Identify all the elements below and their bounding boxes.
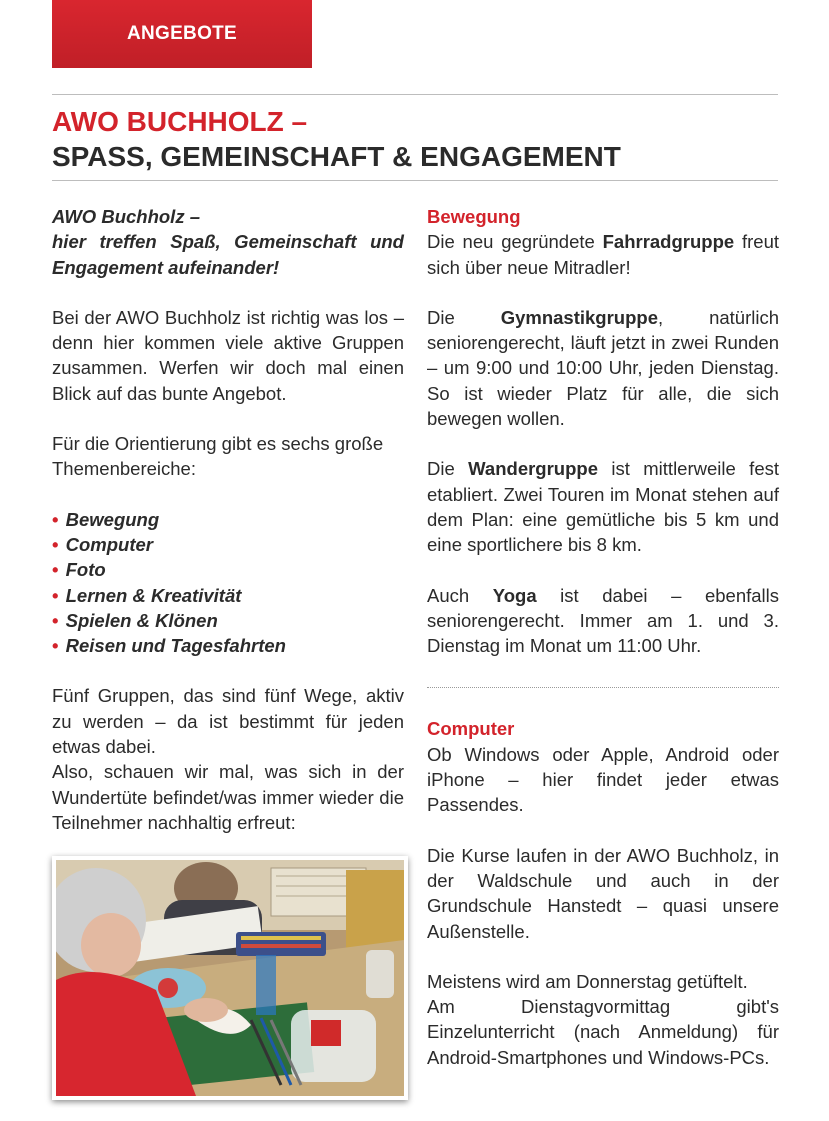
- bullet-icon: •: [52, 533, 59, 555]
- bewegung-paragraph-2: Die Gymnastikgruppe, natürlich seniorengerecht, läuft jetzt in zwei Runden – um 9:00 und 10:00 Uhr, jeden Dienstag. So ist wieder Platz für alle, die sich bewegen wollen.: [427, 306, 779, 430]
- section-tab-label: ANGEBOTE: [126, 23, 238, 44]
- page-title: [52, 104, 621, 174]
- section-heading-bewegung: Bewegung: [427, 206, 521, 227]
- theme-list: [52, 507, 404, 659]
- page-title-line2: SPASS, GEMEINSCHAFT & ENGAGEMENT: [52, 141, 621, 172]
- computer-paragraph-2: Die Kurse laufen in der AWO Buchholz, in der Waldschule und auch in der Grundschule Hanstedt – quasi unsere Außenstelle.: [427, 844, 779, 942]
- bullet-icon: •: [52, 609, 59, 631]
- outro-paragraph-2: Also, schauen wir mal, was sich in der Wundertüte befindet/was immer wieder die Teilnehmer nachhaltig erfreut:: [52, 761, 404, 833]
- bewegung-paragraph-3: Die Wandergruppe ist mittlerweile fest etabliert. Zwei Touren im Monat stehen auf dem Plan: eine gemütliche bis 5 km und eine sportlichere bis 8 km.: [427, 458, 779, 556]
- right-column: [427, 204, 779, 1070]
- computer-paragraph-3: Meistens wird am Donnerstag getüftelt.: [427, 970, 748, 992]
- page-title-line1: AWO BUCHHOLZ –: [52, 106, 308, 137]
- bewegung-paragraph-4: Auch Yoga ist dabei – ebenfalls seniorengerecht. Immer am 1. und 3. Dienstag im Monat um 11:00 Uhr.: [427, 584, 780, 657]
- list-item: • Reisen und Tagesfahrten: [52, 635, 286, 657]
- computer-paragraph-1: Ob Windows oder Apple, Android oder iPhone – hier findet jeder etwas Passendes.: [427, 743, 779, 816]
- lead-line2: hier treffen Spaß, Gemeinschaft und Engagement aufeinander!: [52, 231, 404, 278]
- group-photo: [52, 856, 408, 1100]
- bullet-icon: •: [52, 635, 59, 657]
- list-item: • Lernen & Kreativität: [52, 584, 242, 606]
- section-heading-computer: Computer: [427, 718, 515, 740]
- bullet-icon: •: [52, 508, 59, 530]
- list-item: • Foto: [52, 559, 106, 581]
- intro-paragraph: Bei der AWO Buchholz ist richtig was los – denn hier kommen viele aktive Gruppen zusammen. Werfen wir doch mal einen Blick auf das bunte Angebot.: [52, 306, 404, 404]
- computer-paragraph-4: Am Dienstagvormittag gibt's Einzelunterricht (nach Anmeldung) für Android-Smartphones und Windows-PCs.: [427, 996, 779, 1068]
- orientation-paragraph: Für die Orientierung gibt es sechs große Themenbereiche:: [52, 433, 384, 480]
- outro-paragraph-1: Fünf Gruppen, das sind fünf Wege, aktiv zu werden – da ist bestimmt für jeden etwas dabei.: [52, 685, 404, 758]
- title-rule-top: [52, 94, 778, 95]
- bewegung-paragraph-1: Die neu gegründete Fahrradgruppe freut sich über neue Mitradler!: [427, 231, 779, 278]
- section-tab: [52, 0, 312, 68]
- bullet-icon: •: [52, 559, 59, 581]
- dotted-divider: [427, 687, 779, 688]
- left-column: [52, 204, 404, 835]
- title-rule-bottom: [52, 180, 778, 181]
- photo-illustration: [56, 860, 404, 1096]
- list-item: • Computer: [52, 533, 153, 555]
- lead-line1: AWO Buchholz –: [52, 206, 200, 227]
- list-item: • Spielen & Klönen: [52, 609, 218, 631]
- list-item: • Bewegung: [52, 508, 160, 530]
- bullet-icon: •: [52, 584, 59, 606]
